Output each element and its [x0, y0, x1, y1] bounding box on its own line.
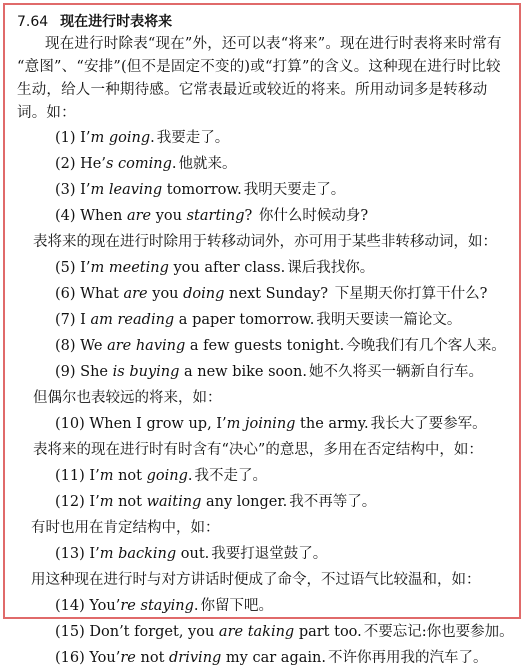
example-2: (2) He’s coming. 他就来。 — [55, 155, 237, 172]
intro-line: 生动，给人一种期待感。它常表最近或较近的将来。所用动词多是转移动 — [17, 81, 488, 98]
intro-line: “意图”、“安排”(但不是固定不变的)或“打算”的含义。这种现在进行时比较 — [17, 58, 501, 75]
description-line: 有时也用在肯定结构中，如： — [31, 519, 220, 536]
description-line: 表将来的现在进行时除用于转移动词外，亦可用于某些非转移动词，如： — [33, 233, 497, 250]
example-10: (10) When I grow up, I’m joining the army. 我长大了要参军。 — [55, 415, 487, 432]
description-line: 用这种现在进行时与对方讲话时便成了命令，不过语气比较温和，如： — [31, 571, 481, 588]
example-1: (1) I’m going. 我要走了。 — [55, 129, 230, 146]
example-4: (4) When are you starting? 你什么时候动身? — [55, 207, 369, 224]
section-number: 7.64 — [17, 14, 49, 30]
intro-line: 现在进行时除表“现在”外，还可以表“将来”。现在进行时表将来时常有 — [45, 36, 502, 52]
description-line: 表将来的现在进行时有时含有“决心”的意思，多用在否定结构中，如： — [33, 441, 483, 458]
example-6: (6) What are you doing next Sunday? 下星期天你打算干什么? — [55, 285, 488, 302]
example-11: (11) I’m not going. 我不走了。 — [55, 467, 267, 484]
example-9: (9) She is buying a new bike soon. 她不久将买一辆新自行车。 — [55, 363, 483, 380]
document-content — [17, 11, 513, 671]
example-8: (8) We are having a few guests tonight. 今晚我们有几个客人来。 — [55, 337, 506, 354]
section-title: 现在进行时表将来 — [60, 14, 173, 30]
example-12: (12) I’m not waiting any longer. 我不再等了。 — [55, 493, 377, 510]
example-7: (7) I am reading a paper tomorrow. 我明天要读一篇论文。 — [55, 311, 462, 328]
example-3: (3) I’m leaving tomorrow. 我明天要走了。 — [55, 181, 346, 198]
page-frame — [3, 3, 521, 666]
description-line: 但偶尔也表较远的将来，如： — [33, 389, 222, 406]
intro-line: 词。如： — [17, 104, 76, 121]
section-heading — [17, 11, 513, 33]
example-13: (13) I’m backing out. 我要打退堂鼓了。 — [55, 545, 328, 562]
example-5: (5) I’m meeting you after class. 课后我找你。 — [55, 259, 375, 276]
example-15: (15) Don’t forget, you are taking part too. 不要忘记:你也要参加。 — [55, 623, 514, 640]
example-14: (14) You’re staying. 你留下吧。 — [55, 597, 273, 614]
example-16: (16) You’re not driving my car again. 不许你再用我的汽车了。 — [55, 649, 488, 666]
